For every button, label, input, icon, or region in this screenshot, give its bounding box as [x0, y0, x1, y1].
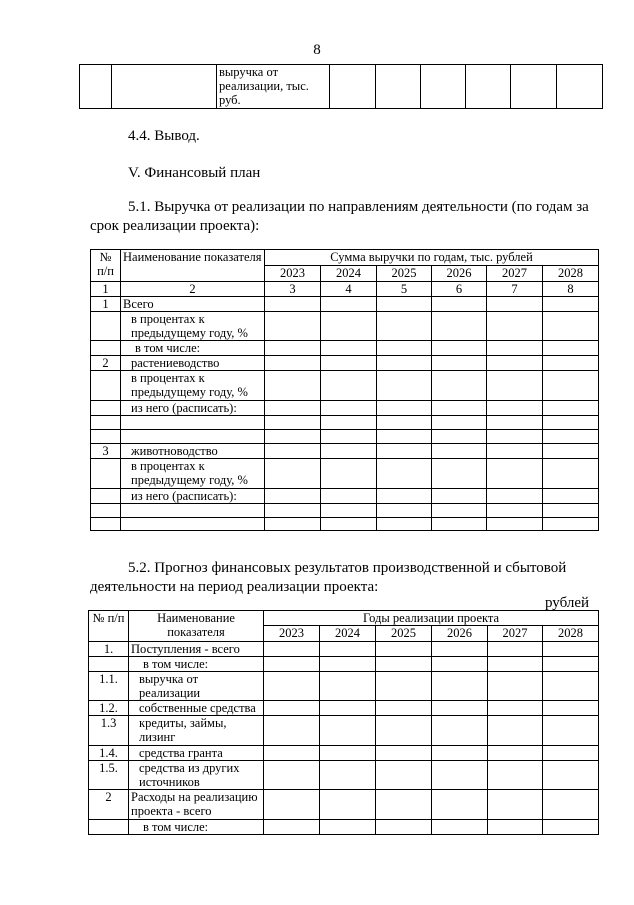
table-cell — [321, 401, 377, 416]
table-cell — [321, 371, 377, 401]
table-row — [89, 746, 599, 761]
col-number: 6 — [432, 282, 487, 297]
row-number — [91, 459, 121, 489]
table-cell — [543, 746, 599, 761]
row-label: собственные средства — [129, 701, 264, 716]
table-cell — [265, 444, 321, 459]
row-number — [91, 401, 121, 416]
row-number — [91, 518, 121, 531]
header-sum: Сумма выручки по годам, тыс. рублей — [265, 250, 599, 266]
table-cell — [321, 356, 377, 371]
table-row — [91, 312, 599, 341]
table-cell — [80, 65, 112, 109]
table-cell — [487, 371, 543, 401]
table-cell — [543, 504, 599, 518]
table-row — [89, 716, 599, 746]
table-cell — [432, 356, 487, 371]
table-cell — [543, 518, 599, 531]
table-cell — [543, 642, 599, 657]
col-number: 1 — [91, 282, 121, 297]
table-cell — [488, 672, 543, 701]
table-cell — [377, 459, 432, 489]
table-cell — [321, 312, 377, 341]
table-cell — [543, 297, 599, 312]
row-label: в том числе: — [121, 341, 265, 356]
row-number: 2 — [89, 790, 129, 820]
table-cell — [265, 297, 321, 312]
table-cell — [487, 401, 543, 416]
row-number: 1.4. — [89, 746, 129, 761]
heading-5-2: 5.2. Прогноз финансовых результатов производственной и сбытовой деятельности на период реализации проекта: — [90, 560, 567, 595]
year-cell: 2023 — [265, 266, 321, 282]
table-cell — [264, 672, 320, 701]
table-cell — [432, 430, 487, 444]
forecast-table-body — [89, 642, 599, 835]
table-cell — [543, 489, 599, 504]
table-cell — [488, 716, 543, 746]
table-cell — [376, 790, 432, 820]
table-row — [91, 341, 599, 356]
table-cell — [543, 672, 599, 701]
year-cell: 2025 — [377, 266, 432, 282]
table-cell — [265, 504, 321, 518]
table-cell — [321, 444, 377, 459]
row-label: в процентах к предыдущему году, % — [121, 459, 265, 489]
table-row — [91, 444, 599, 459]
table-cell — [432, 416, 487, 430]
year-cell: 2028 — [543, 626, 599, 642]
table-cell — [377, 518, 432, 531]
year-cell: 2023 — [264, 626, 320, 642]
table-cell — [377, 504, 432, 518]
table-cell — [377, 341, 432, 356]
table-cell — [421, 65, 466, 109]
table-cell — [487, 341, 543, 356]
table-cell — [432, 297, 487, 312]
table-cell — [264, 790, 320, 820]
row-number: 1. — [89, 642, 129, 657]
table-cell — [376, 657, 432, 672]
table-cell — [543, 657, 599, 672]
table-cell — [432, 504, 487, 518]
year-cell: 2024 — [320, 626, 376, 642]
table-cell — [466, 65, 511, 109]
table-cell — [377, 401, 432, 416]
table-cell — [488, 820, 543, 835]
header-name: Наименование показателя — [121, 250, 265, 282]
table-cell — [543, 416, 599, 430]
table-cell — [432, 642, 488, 657]
table-cell — [432, 746, 488, 761]
table-cell — [488, 701, 543, 716]
table-cell — [487, 430, 543, 444]
table-cell — [543, 401, 599, 416]
table-cell — [432, 371, 487, 401]
row-label: в процентах к предыдущему году, % — [121, 312, 265, 341]
row-label: из него (расписать): — [121, 401, 265, 416]
heading-4-4: 4.4. Вывод. — [128, 128, 200, 144]
table-cell — [265, 312, 321, 341]
heading-financial-plan: V. Финансовый план — [128, 165, 261, 181]
table-cell — [321, 504, 377, 518]
table-cell — [264, 642, 320, 657]
table-cell — [265, 459, 321, 489]
table-cell — [432, 312, 487, 341]
table-row — [91, 430, 599, 444]
table-cell — [320, 701, 376, 716]
revenue-table — [90, 249, 599, 531]
table-cell — [320, 761, 376, 790]
table-cell — [432, 518, 487, 531]
top-table — [79, 64, 603, 109]
header-name: Наименование показателя — [129, 611, 264, 642]
table-cell — [432, 341, 487, 356]
table-row — [89, 790, 599, 820]
row-number — [91, 430, 121, 444]
table-cell — [543, 716, 599, 746]
table-cell — [265, 341, 321, 356]
heading-5-1: 5.1. Выручка от реализации по направлениям деятельности (по годам за срок реализации проекта): — [90, 199, 589, 234]
table-cell — [377, 430, 432, 444]
table-cell — [265, 430, 321, 444]
table-cell — [488, 790, 543, 820]
row-number: 3 — [91, 444, 121, 459]
table-cell — [432, 716, 488, 746]
row-number: 1.1. — [89, 672, 129, 701]
table-cell — [376, 716, 432, 746]
row-label — [121, 518, 265, 531]
top-table-label: выручка от реализации, тыс. руб. — [217, 65, 330, 109]
table-cell — [487, 416, 543, 430]
year-cell: 2028 — [543, 266, 599, 282]
table-cell — [265, 489, 321, 504]
table-cell — [432, 489, 487, 504]
table-cell — [487, 297, 543, 312]
table-cell — [265, 356, 321, 371]
col-number: 7 — [487, 282, 543, 297]
table-row — [91, 489, 599, 504]
table-cell — [488, 746, 543, 761]
table-cell — [487, 489, 543, 504]
table-cell — [264, 701, 320, 716]
row-number — [89, 820, 129, 835]
col-number: 4 — [321, 282, 377, 297]
table-cell — [377, 297, 432, 312]
unit-label: рублей — [545, 595, 590, 611]
table-cell — [432, 672, 488, 701]
table-cell — [488, 657, 543, 672]
table-cell — [432, 701, 488, 716]
table-row — [89, 761, 599, 790]
table-cell — [321, 518, 377, 531]
table-cell — [112, 65, 217, 109]
table-cell — [543, 430, 599, 444]
year-cell: 2026 — [432, 626, 488, 642]
year-cell: 2024 — [321, 266, 377, 282]
row-label: Всего — [121, 297, 265, 312]
table-cell — [432, 401, 487, 416]
table-cell — [330, 65, 376, 109]
row-label: кредиты, займы, лизинг — [129, 716, 264, 746]
table-cell — [432, 657, 488, 672]
row-number — [91, 416, 121, 430]
table-cell — [321, 430, 377, 444]
row-number — [91, 371, 121, 401]
row-number: 2 — [91, 356, 121, 371]
table-cell — [432, 820, 488, 835]
row-number — [91, 504, 121, 518]
table-cell — [487, 459, 543, 489]
table-cell — [377, 416, 432, 430]
table-cell — [320, 746, 376, 761]
table-cell — [487, 444, 543, 459]
row-label — [121, 430, 265, 444]
table-cell — [432, 790, 488, 820]
table-row — [89, 820, 599, 835]
table-cell — [487, 312, 543, 341]
col-number: 2 — [121, 282, 265, 297]
table-row — [89, 672, 599, 701]
row-label: средства гранта — [129, 746, 264, 761]
table-cell — [264, 761, 320, 790]
table-cell — [265, 401, 321, 416]
table-cell — [377, 371, 432, 401]
row-number — [89, 657, 129, 672]
table-cell — [377, 356, 432, 371]
table-cell — [376, 65, 421, 109]
row-label: Расходы на реализацию проекта - всего — [129, 790, 264, 820]
table-row — [89, 657, 599, 672]
table-cell — [543, 790, 599, 820]
table-cell — [487, 518, 543, 531]
table-cell — [265, 518, 321, 531]
table-cell — [265, 416, 321, 430]
table-cell — [543, 444, 599, 459]
table-row — [91, 371, 599, 401]
table-row — [91, 416, 599, 430]
row-label: растениеводство — [121, 356, 265, 371]
row-number: 1.5. — [89, 761, 129, 790]
row-label: Поступления - всего — [129, 642, 264, 657]
table-cell — [264, 657, 320, 672]
row-label — [121, 416, 265, 430]
table-cell — [377, 489, 432, 504]
table-row — [91, 401, 599, 416]
forecast-table — [88, 610, 599, 835]
table-cell — [321, 341, 377, 356]
table-cell — [543, 459, 599, 489]
row-number — [91, 312, 121, 341]
table-row — [89, 642, 599, 657]
table-row — [91, 356, 599, 371]
row-label: в том числе: — [129, 657, 264, 672]
table-cell — [487, 504, 543, 518]
table-cell — [543, 820, 599, 835]
row-number: 1.2. — [89, 701, 129, 716]
row-label: выручка от реализации — [129, 672, 264, 701]
row-label: в процентах к предыдущему году, % — [121, 371, 265, 401]
row-label: в том числе: — [129, 820, 264, 835]
table-cell — [377, 312, 432, 341]
table-cell — [432, 761, 488, 790]
table-cell — [321, 489, 377, 504]
row-number: 1.3 — [89, 716, 129, 746]
row-number — [91, 341, 121, 356]
col-number: 8 — [543, 282, 599, 297]
header-num: № п/п — [91, 250, 121, 282]
table-row — [89, 701, 599, 716]
table-row — [91, 518, 599, 531]
row-label: средства из других источников — [129, 761, 264, 790]
row-label: из него (расписать): — [121, 489, 265, 504]
year-cell: 2027 — [487, 266, 543, 282]
row-label — [121, 504, 265, 518]
table-cell — [320, 820, 376, 835]
year-cell: 2026 — [432, 266, 487, 282]
table-cell — [488, 761, 543, 790]
col-number: 3 — [265, 282, 321, 297]
table-cell — [320, 790, 376, 820]
table-cell — [543, 312, 599, 341]
table-cell — [320, 642, 376, 657]
table-cell — [376, 761, 432, 790]
table-row — [91, 297, 599, 312]
table-cell — [543, 341, 599, 356]
table-cell — [487, 356, 543, 371]
table-cell — [376, 746, 432, 761]
table-cell — [264, 716, 320, 746]
table-cell — [321, 416, 377, 430]
table-cell — [320, 672, 376, 701]
table-cell — [321, 297, 377, 312]
table-cell — [377, 444, 432, 459]
table-cell — [265, 371, 321, 401]
revenue-table-body — [91, 297, 599, 531]
year-cell: 2025 — [376, 626, 432, 642]
row-label: животноводство — [121, 444, 265, 459]
table-row — [91, 459, 599, 489]
table-cell — [321, 459, 377, 489]
table-cell — [432, 444, 487, 459]
table-cell — [376, 642, 432, 657]
table-cell — [432, 459, 487, 489]
table-cell — [264, 746, 320, 761]
header-num: № п/п — [89, 611, 129, 642]
table-cell — [543, 761, 599, 790]
table-cell — [511, 65, 557, 109]
table-cell — [320, 657, 376, 672]
row-number: 1 — [91, 297, 121, 312]
table-cell — [264, 820, 320, 835]
table-row — [91, 504, 599, 518]
table-cell — [543, 701, 599, 716]
table-cell — [376, 672, 432, 701]
table-cell — [543, 356, 599, 371]
page-number: 8 — [313, 42, 321, 58]
table-cell — [557, 65, 603, 109]
table-cell — [376, 701, 432, 716]
year-cell: 2027 — [488, 626, 543, 642]
table-cell — [320, 716, 376, 746]
header-years: Годы реализации проекта — [264, 611, 599, 626]
table-cell — [488, 642, 543, 657]
table-cell — [543, 371, 599, 401]
row-number — [91, 489, 121, 504]
table-cell — [376, 820, 432, 835]
col-number: 5 — [377, 282, 432, 297]
